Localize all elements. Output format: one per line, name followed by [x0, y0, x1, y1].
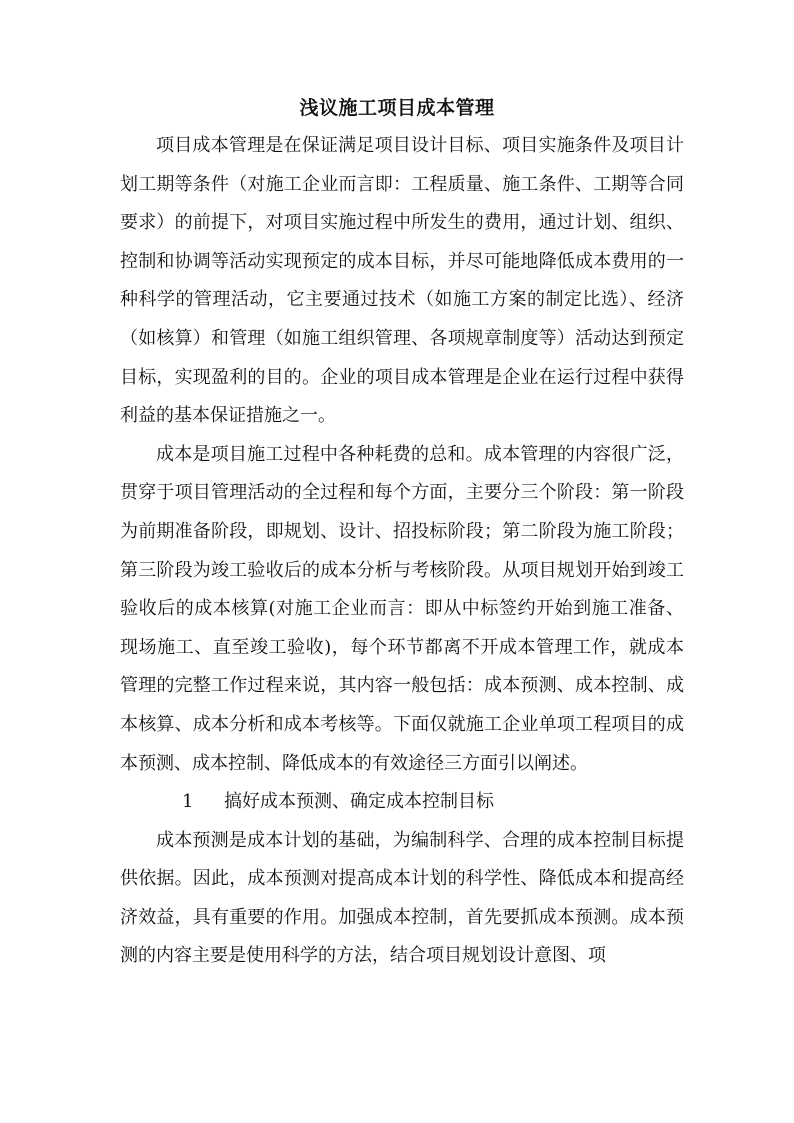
document-title: 浅议施工项目成本管理 — [299, 97, 495, 119]
paragraph-cost-forecast: 成本预测是成本计划的基础，为编制科学、合理的成本控制目标提供依据。因此，成本预测对提高成本计划的科学性、降低成本和提高经济效益，具有重要的作用。加强成本控制，首先要抓成本预测。成本预测的内容主要是使用科学的方法，结合项目规划设计意图、项 — [120, 829, 684, 967]
section-number: 1 — [182, 791, 194, 813]
section-heading — [120, 783, 684, 822]
section-heading-text: 搞好成本预测、确定成本控制目标 — [224, 791, 494, 813]
paragraph-cost-management-definition: 项目成本管理是在保证满足项目设计目标、项目实施条件及项目计划工期等条件（对施工企业而言即：工程质量、施工条件、工期等合同要求）的前提下，对项目实施过程中所发生的费用，通过计划、组织、控制和协调等活动实现预定的成本目标，并尽可能地降低成本费用的一种科学的管理活动，它主要通过技术（如施工方案的制定比选）、经济（如核算）和管理（如施工组织管理、各项规章制度等）活动达到预定目标，实现盈利的目的。企业的项目成本管理是企业在运行过程中获得利益的基本保证措施之一。 — [120, 135, 684, 427]
paragraph-cost-management-stages: 成本是项目施工过程中各种耗费的总和。成本管理的内容很广泛，贯穿于项目管理活动的全过程和每个方面，主要分三个阶段：第一阶段为前期准备阶段，即规划、设计、招投标阶段；第二阶段为施工阶段；第三阶段为竣工验收后的成本分析与考核阶段。从项目规划开始到竣工验收后的成本核算(对施工企业而言：即从中标签约开始到施工准备、现场施工、直至竣工验收)，每个环节都离不开成本管理工作，就成本管理的完整工作过程来说，其内容一般包括：成本预测、成本控制、成本核算、成本分析和成本考核等。下面仅就施工企业单项工程项目的成本预测、成本控制、降低成本的有效途径三方面引以阐述。 — [120, 443, 684, 774]
document-body — [120, 127, 684, 976]
